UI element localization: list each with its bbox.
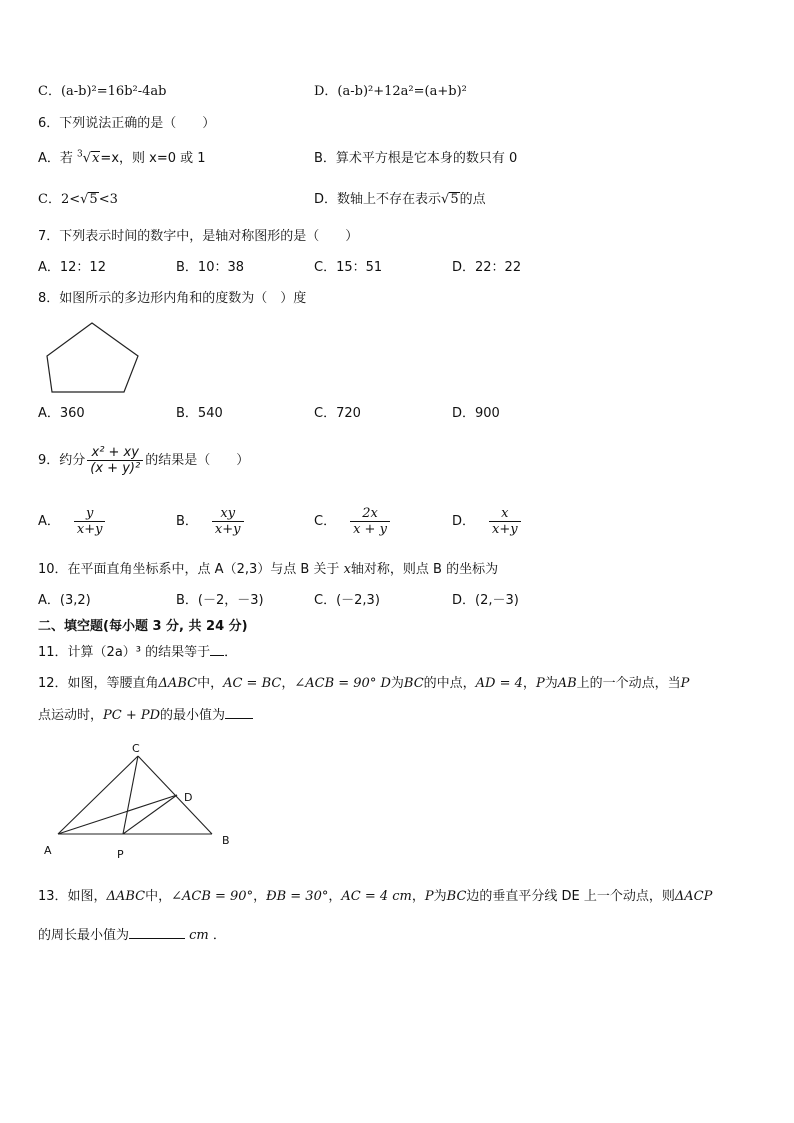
q12-p: P [535, 676, 545, 691]
q13-eq1: ∠ACB = 90° [171, 889, 254, 904]
q12-line2 [38, 708, 253, 724]
pentagon-shape [47, 323, 138, 392]
q12-p2: P [680, 676, 690, 691]
q10-stem-x: x [343, 562, 351, 577]
q6-option-c: C．2<√5<3 [38, 192, 118, 207]
q12-bc: BC [403, 676, 424, 691]
q6-a-root-index: 3 [77, 149, 83, 160]
segment-cb [138, 756, 212, 834]
q12-eq3: AD = 4 [475, 676, 523, 691]
segment-pd [123, 795, 177, 834]
segment-ad [58, 795, 177, 834]
q13-eq3: AC = 4 cm [341, 889, 412, 904]
q8-option-b: B．540 [176, 406, 223, 421]
q9-frac-num: x² + xy [91, 444, 139, 460]
q6-d-radicand: 5 [450, 192, 459, 207]
q13-t3: ， [253, 889, 267, 904]
q6-option-b: B．算术平方根是它本身的数只有 0 [314, 151, 518, 166]
q9-option-d [452, 505, 523, 539]
q6-a-suffix: =x，则 x=0 或 1 [100, 151, 206, 166]
q12-t2: 中， [197, 676, 224, 691]
q13-p: P [424, 889, 434, 904]
q13-t4: ， [328, 889, 342, 904]
segment-ac [58, 756, 138, 834]
q13-line1 [38, 889, 712, 905]
q9-fraction [87, 445, 143, 477]
label-b: B [222, 834, 230, 847]
q12-t6: ， [522, 676, 536, 691]
q9-option-c [314, 505, 392, 539]
q10-option-d: D．(2,－3) [452, 593, 519, 608]
q6-a-prefix: A．若 [38, 151, 73, 166]
q6-c-radicand: 5 [89, 192, 98, 207]
q13-l2-t1: 的周长最小值为 [38, 928, 130, 943]
q9-a-label: A． [38, 514, 60, 529]
q7-option-c: C．15：51 [314, 260, 383, 275]
q7-stem: 7．下列表示时间的数字中，是轴对称图形的是（ ） [38, 229, 359, 244]
q10-option-a: A．(3,2) [38, 593, 91, 608]
q9-c-den: x + y [350, 521, 390, 538]
q12-t8: 上的一个动点，当 [576, 676, 681, 691]
q11-answer-blank[interactable] [210, 655, 224, 656]
q6-d-prefix: D．数轴上不存在表示 [314, 192, 442, 207]
q10-option-c: C．(－2,3) [314, 593, 380, 608]
q12-t7: 为 [544, 676, 558, 691]
q8-option-d: D．900 [452, 406, 500, 421]
q9-d-label: D． [452, 514, 476, 529]
q13-t2: 中， [145, 889, 172, 904]
q13-unit: cm [189, 928, 209, 943]
q9-c-num: 2x [362, 505, 378, 521]
q13-end: ． [212, 928, 226, 943]
q8-option-a: A．360 [38, 406, 85, 421]
pentagon-figure [40, 318, 150, 398]
q12-triangle-diagram [36, 738, 246, 864]
q9-d-num: x [501, 505, 509, 521]
q9-stem [38, 444, 249, 478]
q10-stem-a: 10．在平面直角坐标系中，点 A（2,3）与点 B 关于 [38, 562, 340, 577]
q5-option-d: D．(a-b)²+12a²=(a+b)² [314, 84, 467, 99]
q13-t5: ， [411, 889, 425, 904]
q9-suffix: 的结果是（ ） [145, 453, 250, 468]
q9-option-a [38, 505, 107, 539]
q12-t3: ， [281, 676, 295, 691]
q12-l2-t1: 点运动时， [38, 708, 104, 723]
label-a: A [44, 844, 52, 857]
q9-b-num: xy [220, 505, 236, 521]
q13-eq2: ÐB = 30° [266, 889, 329, 904]
q13-triangle-abc: ΔABC [106, 889, 146, 904]
q13-t1: 13．如图， [38, 889, 107, 904]
q7-option-b: B．10：38 [176, 260, 245, 275]
q6-option-a: A．若 $^3$√x=x，则 x=0 或 1 [38, 149, 206, 166]
q8-stem: 8．如图所示的多边形内角和的度数为（ ）度 [38, 291, 307, 306]
q10-option-b: B．(－2，－3) [176, 593, 264, 608]
q13-line2 [38, 928, 226, 944]
q6-d-suffix: 的点 [459, 192, 486, 207]
label-d: D [184, 791, 193, 804]
q11-stem [38, 645, 237, 661]
q6-option-d: D．数轴上不存在表示√5的点 [314, 192, 486, 207]
q6-c-prefix: C．2< [38, 192, 81, 207]
q7-option-a: A．12：12 [38, 260, 106, 275]
q13-t6: 为 [433, 889, 447, 904]
q13-bc: BC [446, 889, 467, 904]
section-heading-fill-in: 二、填空题(每小题 3 分, 共 24 分) [38, 619, 248, 634]
q9-frac-den: (x + y)² [87, 460, 143, 477]
q12-line1 [38, 676, 689, 692]
q9-a-den: x+y [74, 521, 106, 538]
q9-b-label: B． [176, 514, 198, 529]
q12-eq1: AC = BC [223, 676, 282, 691]
q12-t5: 的中点， [423, 676, 476, 691]
q7-option-d: D．22：22 [452, 260, 522, 275]
q12-t4: 为 [390, 676, 404, 691]
q9-b-den: x+y [212, 521, 244, 538]
label-p: P [117, 848, 124, 861]
q11-end: ． [224, 645, 238, 660]
q11-text: 11．计算（2a）³ 的结果等于 [38, 645, 211, 660]
q9-prefix: 9．约分 [38, 453, 86, 468]
q9-d-den: x+y [489, 521, 521, 538]
q13-triangle-acp: ΔACP [674, 889, 713, 904]
q6-stem: 6．下列说法正确的是（ ） [38, 116, 216, 131]
q12-t1: 12．如图，等腰直角 [38, 676, 159, 691]
q6-c-suffix: <3 [98, 192, 118, 207]
q10-stem-b: 轴对称，则点 B 的坐标为 [350, 562, 499, 577]
q12-ab: AB [557, 676, 577, 691]
label-c: C [132, 742, 140, 755]
q12-answer-blank[interactable] [225, 718, 253, 719]
q12-triangle-abc: ΔABC [158, 676, 198, 691]
q13-answer-blank[interactable] [129, 938, 185, 939]
q9-option-b [176, 505, 246, 539]
q9-a-num: y [86, 505, 94, 521]
q12-expr: PC + PD [103, 708, 161, 723]
q6-a-radicand: x [92, 151, 100, 166]
q5-option-c: C．(a-b)²=16b²-4ab [38, 84, 167, 99]
q12-eq2: ∠ACB = 90° D [294, 676, 391, 691]
q13-t7: 边的垂直平分线 DE 上一个动点，则 [466, 889, 675, 904]
q8-option-c: C．720 [314, 406, 361, 421]
q10-stem [38, 562, 498, 578]
q12-l2-t2: 的最小值为 [160, 708, 226, 723]
q9-c-label: C． [314, 514, 337, 529]
